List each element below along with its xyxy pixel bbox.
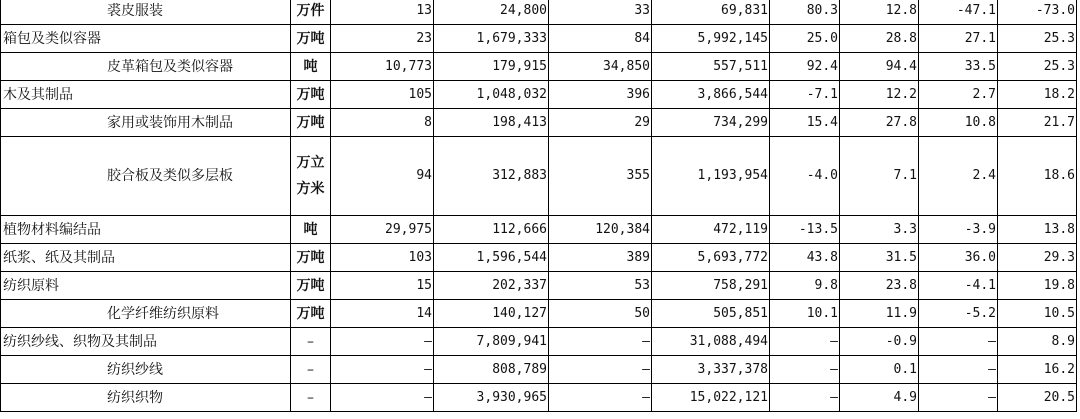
value-cell-v1: 10,773 — [331, 53, 434, 81]
value-cell-p1: 10.1 — [770, 300, 840, 328]
value-cell-v3: 84 — [549, 25, 652, 53]
value-cell-p1: 43.8 — [770, 244, 840, 272]
value-cell-v4: 5,992,145 — [652, 25, 770, 53]
value-cell-v2: 808,789 — [434, 356, 549, 384]
value-cell-p3: -3.9 — [919, 216, 998, 244]
value-cell-p1: – — [770, 356, 840, 384]
item-name-cell: 纺织原料 — [1, 272, 291, 300]
value-cell-v3: 50 — [549, 300, 652, 328]
value-cell-p4: 29.3 — [998, 244, 1077, 272]
value-cell-v1: 103 — [331, 244, 434, 272]
value-cell-v4: 31,088,494 — [652, 328, 770, 356]
value-cell-p2: 28.8 — [840, 25, 919, 53]
value-cell-v3: – — [549, 356, 652, 384]
value-cell-p4: -73.0 — [998, 0, 1077, 25]
unit-cell: – — [291, 356, 331, 384]
table-row — [1, 356, 1077, 384]
value-cell-v4: 472,119 — [652, 216, 770, 244]
table-row — [1, 216, 1077, 244]
value-cell-v4: 557,511 — [652, 53, 770, 81]
value-cell-p3: 2.7 — [919, 81, 998, 109]
value-cell-p3: – — [919, 384, 998, 412]
unit-cell: 万件 — [291, 0, 331, 25]
value-cell-v3: 33 — [549, 0, 652, 25]
value-cell-v3: 120,384 — [549, 216, 652, 244]
table-row — [1, 53, 1077, 81]
value-cell-v4: 734,299 — [652, 109, 770, 137]
item-name-cell: 木及其制品 — [1, 81, 291, 109]
value-cell-p4: 20.5 — [998, 384, 1077, 412]
value-cell-v2: 7,809,941 — [434, 328, 549, 356]
value-cell-p2: 0.1 — [840, 356, 919, 384]
table-row — [1, 384, 1077, 412]
value-cell-v1: – — [331, 356, 434, 384]
value-cell-p1: 80.3 — [770, 0, 840, 25]
value-cell-p3: 27.1 — [919, 25, 998, 53]
value-cell-p1: – — [770, 384, 840, 412]
value-cell-v1: 94 — [331, 137, 434, 216]
value-cell-v3: 389 — [549, 244, 652, 272]
value-cell-v1: – — [331, 384, 434, 412]
table-row — [1, 25, 1077, 53]
value-cell-p3: 2.4 — [919, 137, 998, 216]
value-cell-p4: 10.5 — [998, 300, 1077, 328]
unit-cell: 万吨 — [291, 272, 331, 300]
table-row — [1, 137, 1077, 216]
value-cell-v4: 5,693,772 — [652, 244, 770, 272]
value-cell-p1: 92.4 — [770, 53, 840, 81]
value-cell-v3: – — [549, 328, 652, 356]
value-cell-v4: 69,831 — [652, 0, 770, 25]
table-row — [1, 0, 1077, 25]
value-cell-p2: 31.5 — [840, 244, 919, 272]
item-name-cell: 纺织织物 — [1, 384, 291, 412]
value-cell-v4: 1,193,954 — [652, 137, 770, 216]
value-cell-v3: 29 — [549, 109, 652, 137]
value-cell-p1: 9.8 — [770, 272, 840, 300]
value-cell-v2: 202,337 — [434, 272, 549, 300]
table-row — [1, 244, 1077, 272]
value-cell-p4: 18.2 — [998, 81, 1077, 109]
value-cell-v4: 3,337,378 — [652, 356, 770, 384]
unit-cell: – — [291, 384, 331, 412]
item-name-cell: 纺织纱线、织物及其制品 — [1, 328, 291, 356]
value-cell-v2: 179,915 — [434, 53, 549, 81]
value-cell-p4: 8.9 — [998, 328, 1077, 356]
unit-cell: 万吨 — [291, 25, 331, 53]
value-cell-v4: 505,851 — [652, 300, 770, 328]
value-cell-p3: – — [919, 328, 998, 356]
value-cell-p1: – — [770, 328, 840, 356]
value-cell-v3: 53 — [549, 272, 652, 300]
value-cell-p2: 27.8 — [840, 109, 919, 137]
value-cell-p4: 25.3 — [998, 25, 1077, 53]
value-cell-v2: 24,800 — [434, 0, 549, 25]
value-cell-v2: 312,883 — [434, 137, 549, 216]
value-cell-v4: 758,291 — [652, 272, 770, 300]
value-cell-p4: 19.8 — [998, 272, 1077, 300]
value-cell-v4: 3,866,544 — [652, 81, 770, 109]
table-row — [1, 109, 1077, 137]
item-name-cell: 纸浆、纸及其制品 — [1, 244, 291, 272]
value-cell-v2: 1,048,032 — [434, 81, 549, 109]
value-cell-p3: -47.1 — [919, 0, 998, 25]
item-name-cell: 植物材料编结品 — [1, 216, 291, 244]
value-cell-v3: 355 — [549, 137, 652, 216]
value-cell-p2: 94.4 — [840, 53, 919, 81]
item-name-cell: 胶合板及类似多层板 — [1, 137, 291, 216]
value-cell-p3: -5.2 — [919, 300, 998, 328]
value-cell-v2: 1,679,333 — [434, 25, 549, 53]
value-cell-p4: 21.7 — [998, 109, 1077, 137]
item-name-cell: 家用或装饰用木制品 — [1, 109, 291, 137]
item-name-cell: 裘皮服装 — [1, 0, 291, 25]
unit-cell: 万立方米 — [291, 137, 331, 216]
item-name-cell: 纺织纱线 — [1, 356, 291, 384]
value-cell-v3: 34,850 — [549, 53, 652, 81]
value-cell-v1: – — [331, 328, 434, 356]
value-cell-v1: 13 — [331, 0, 434, 25]
value-cell-p3: 33.5 — [919, 53, 998, 81]
value-cell-v1: 15 — [331, 272, 434, 300]
unit-cell: 吨 — [291, 53, 331, 81]
unit-cell: 吨 — [291, 216, 331, 244]
value-cell-p2: -0.9 — [840, 328, 919, 356]
value-cell-p3: 10.8 — [919, 109, 998, 137]
value-cell-p2: 7.1 — [840, 137, 919, 216]
value-cell-p2: 3.3 — [840, 216, 919, 244]
item-name-cell: 化学纤维纺织原料 — [1, 300, 291, 328]
item-name-cell: 皮革箱包及类似容器 — [1, 53, 291, 81]
unit-cell: 万吨 — [291, 81, 331, 109]
table-row — [1, 272, 1077, 300]
value-cell-v2: 198,413 — [434, 109, 549, 137]
value-cell-p2: 11.9 — [840, 300, 919, 328]
value-cell-v1: 8 — [331, 109, 434, 137]
value-cell-v4: 15,022,121 — [652, 384, 770, 412]
value-cell-p4: 16.2 — [998, 356, 1077, 384]
value-cell-v1: 23 — [331, 25, 434, 53]
value-cell-p2: 12.2 — [840, 81, 919, 109]
value-cell-v2: 3,930,965 — [434, 384, 549, 412]
value-cell-v2: 112,666 — [434, 216, 549, 244]
value-cell-p3: – — [919, 356, 998, 384]
value-cell-p4: 18.6 — [998, 137, 1077, 216]
value-cell-v2: 140,127 — [434, 300, 549, 328]
unit-cell: 万吨 — [291, 109, 331, 137]
value-cell-v1: 105 — [331, 81, 434, 109]
value-cell-p1: -4.0 — [770, 137, 840, 216]
value-cell-p2: 23.8 — [840, 272, 919, 300]
table-row — [1, 328, 1077, 356]
value-cell-p3: -4.1 — [919, 272, 998, 300]
unit-cell: – — [291, 328, 331, 356]
value-cell-p1: -7.1 — [770, 81, 840, 109]
value-cell-p2: 4.9 — [840, 384, 919, 412]
value-cell-v3: 396 — [549, 81, 652, 109]
value-cell-p4: 25.3 — [998, 53, 1077, 81]
value-cell-v2: 1,596,544 — [434, 244, 549, 272]
value-cell-v1: 29,975 — [331, 216, 434, 244]
value-cell-p4: 13.8 — [998, 216, 1077, 244]
unit-cell: 万吨 — [291, 244, 331, 272]
table-body — [1, 0, 1077, 412]
value-cell-v1: 14 — [331, 300, 434, 328]
value-cell-p3: 36.0 — [919, 244, 998, 272]
value-cell-p2: 12.8 — [840, 0, 919, 25]
value-cell-p1: -13.5 — [770, 216, 840, 244]
unit-cell: 万吨 — [291, 300, 331, 328]
value-cell-p1: 25.0 — [770, 25, 840, 53]
value-cell-p1: 15.4 — [770, 109, 840, 137]
item-name-cell: 箱包及类似容器 — [1, 25, 291, 53]
value-cell-v3: – — [549, 384, 652, 412]
table-row — [1, 300, 1077, 328]
table-row — [1, 81, 1077, 109]
